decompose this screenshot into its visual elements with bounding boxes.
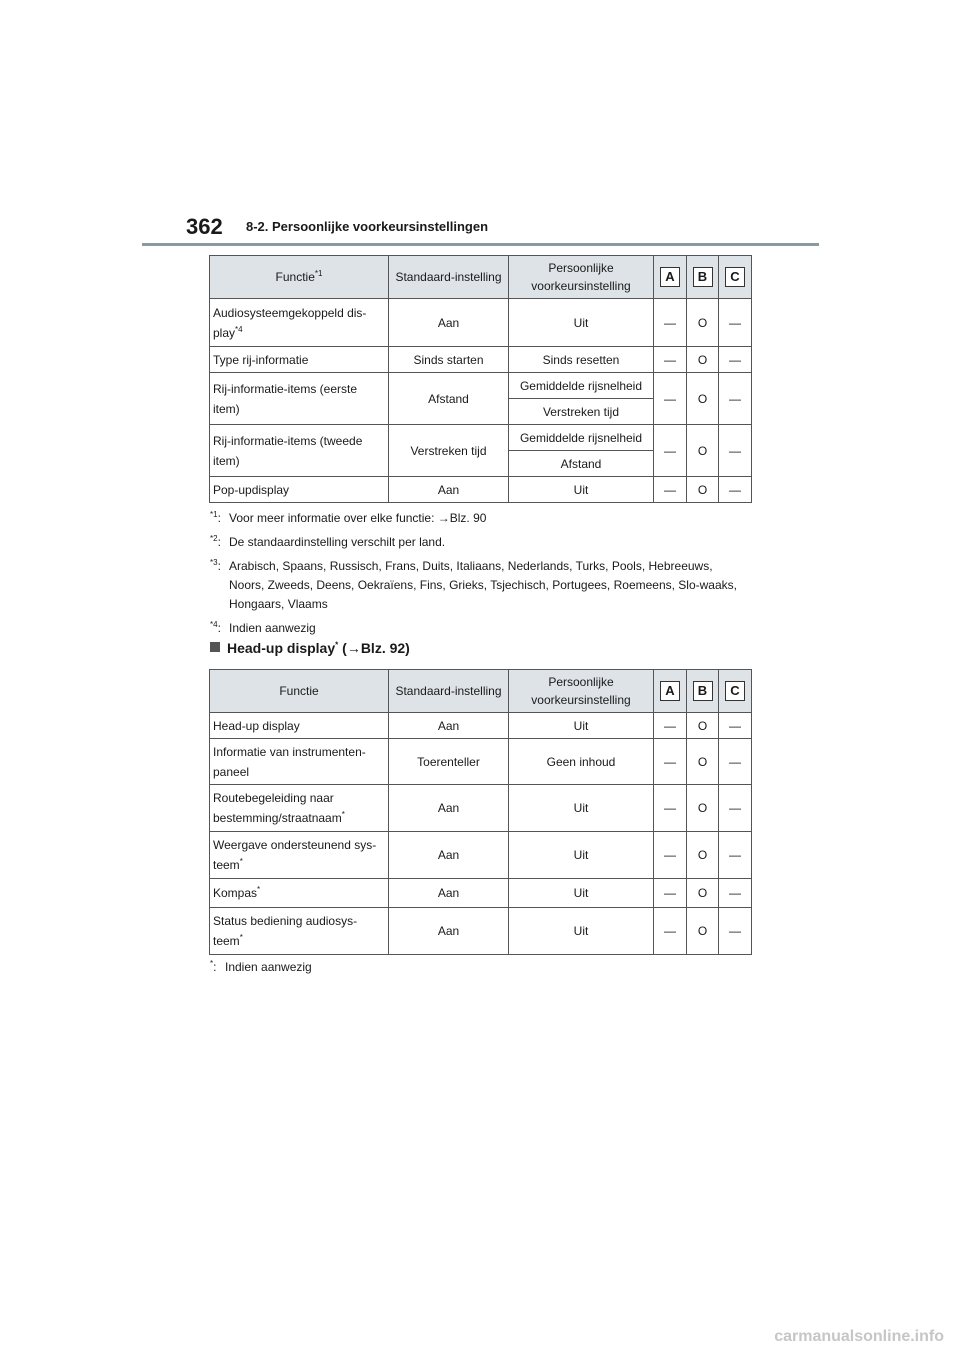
footnotes-2	[210, 958, 750, 982]
cell-function: Audiosysteemgekoppeld dis-play$^{*4}$	[210, 299, 389, 347]
table-row	[210, 785, 752, 832]
cell-personal: Uit	[509, 908, 654, 955]
cell-standard: Aan	[389, 908, 509, 955]
cell-a: —	[654, 785, 687, 832]
cell-personal: Uit	[509, 477, 654, 503]
header-b	[687, 670, 719, 713]
header-personal: Persoonlijke voorkeursinstelling	[509, 670, 654, 713]
table-row	[210, 713, 752, 739]
table-row	[210, 739, 752, 785]
hud-section-heading: Head-up display* (→Blz. 92)	[210, 640, 410, 656]
footnote: $^{*2}$: De standaardinstelling verschilt per land.	[210, 534, 446, 549]
cell-a: —	[654, 347, 687, 373]
settings-table-2	[209, 669, 752, 955]
table-row	[210, 347, 752, 373]
footnote: $^{*1}$: Voor meer informatie over elke functie: →Blz. 90	[210, 510, 487, 525]
cell-personal: Geen inhoud	[509, 739, 654, 785]
header-c	[719, 670, 752, 713]
footnote-ref: *1	[314, 269, 323, 278]
header-personal: Persoonlijke voorkeursinstelling	[509, 256, 654, 299]
cell-standard: Aan	[389, 785, 509, 832]
cell-b: O	[687, 713, 719, 739]
header-b	[687, 256, 719, 299]
footnote: $^{*4}$: Indien aanwezig	[210, 620, 316, 635]
cell-standard: Aan	[389, 832, 509, 879]
cell-c: —	[719, 713, 752, 739]
cell-standard: Toerenteller	[389, 739, 509, 785]
cell-a: —	[654, 713, 687, 739]
cell-standard: Aan	[389, 477, 509, 503]
cell-personal: Uit	[509, 832, 654, 879]
table-row	[210, 373, 752, 399]
cell-b: O	[687, 425, 719, 477]
table-row	[210, 879, 752, 908]
cell-function: Type rij-informatie	[210, 347, 389, 373]
cell-function: Informatie van instrumenten-paneel	[210, 739, 389, 785]
cell-c: —	[719, 832, 752, 879]
cell-function: Routebegeleiding naar bestemming/straatnaam*	[210, 785, 389, 832]
cell-c: —	[719, 373, 752, 425]
cell-c: —	[719, 477, 752, 503]
cell-b: O	[687, 739, 719, 785]
cell-b: O	[687, 477, 719, 503]
table-row	[210, 832, 752, 879]
cell-b: O	[687, 373, 719, 425]
page-reference: (→Blz. 92)	[342, 640, 410, 656]
cell-function: Weergave ondersteunend sys-teem*	[210, 832, 389, 879]
cell-b: O	[687, 347, 719, 373]
b-box: B	[693, 267, 713, 287]
cell-standard: Aan	[389, 299, 509, 347]
table-row	[210, 299, 752, 347]
page-number: 362	[186, 214, 223, 239]
cell-c: —	[719, 879, 752, 908]
cell-b: O	[687, 785, 719, 832]
cell-c: —	[719, 299, 752, 347]
cell-b: O	[687, 908, 719, 955]
footnote: $^{*3}$: Arabisch, Spaans, Russisch, Frans, Duits, Italiaans, Nederlands, Turks, Pools, Hebreeuws, Noors, Zweeds, Deens, Oekraïens, Fins, Grieks, Tsjechisch, Portugees, Roemeens, Slo-waaks, Hongaars, Vlaams	[210, 558, 737, 611]
footnote: *: Indien aanwezig	[210, 959, 312, 974]
cell-b: O	[687, 299, 719, 347]
footnotes-1	[210, 509, 750, 643]
square-bullet-icon	[210, 642, 220, 652]
header-standard: Standaard-instelling	[389, 256, 509, 299]
cell-personal: Sinds resetten	[509, 347, 654, 373]
cell-a: —	[654, 908, 687, 955]
b-box: B	[693, 681, 713, 701]
header-a	[654, 256, 687, 299]
cell-c: —	[719, 347, 752, 373]
cell-function: Rij-informatie-items (tweede item)	[210, 425, 389, 477]
cell-personal: Gemiddelde rijsnelheid	[509, 373, 654, 399]
cell-a: —	[654, 477, 687, 503]
cell-c: —	[719, 785, 752, 832]
settings-table-1	[209, 255, 752, 503]
cell-function: Head-up display	[210, 713, 389, 739]
table-row	[210, 477, 752, 503]
cell-personal: Verstreken tijd	[509, 399, 654, 425]
cell-b: O	[687, 832, 719, 879]
cell-function: Status bediening audiosys-teem*	[210, 908, 389, 955]
cell-a: —	[654, 879, 687, 908]
cell-c: —	[719, 739, 752, 785]
a-box: A	[660, 267, 680, 287]
cell-personal: Gemiddelde rijsnelheid	[509, 425, 654, 451]
table-row	[210, 908, 752, 955]
cell-a: —	[654, 832, 687, 879]
cell-a: —	[654, 373, 687, 425]
cell-personal: Afstand	[509, 451, 654, 477]
cell-standard: Aan	[389, 879, 509, 908]
a-box: A	[660, 681, 680, 701]
watermark: carmanualsonline.info	[774, 1328, 944, 1345]
header-function: Functie$^{*1}$	[210, 256, 389, 299]
cell-a: —	[654, 299, 687, 347]
cell-personal: Uit	[509, 879, 654, 908]
cell-personal: Uit	[509, 713, 654, 739]
cell-standard: Aan	[389, 713, 509, 739]
cell-c: —	[719, 908, 752, 955]
cell-a: —	[654, 739, 687, 785]
cell-a: —	[654, 425, 687, 477]
c-box: C	[725, 267, 745, 287]
cell-personal: Uit	[509, 299, 654, 347]
c-box: C	[725, 681, 745, 701]
header-function: Functie	[210, 670, 389, 713]
header-standard: Standaard-instelling	[389, 670, 509, 713]
cell-b: O	[687, 879, 719, 908]
cell-standard: Afstand	[389, 373, 509, 425]
cell-function: Kompas*	[210, 879, 389, 908]
header-c	[719, 256, 752, 299]
cell-function: Rij-informatie-items (eerste item)	[210, 373, 389, 425]
header-a	[654, 670, 687, 713]
cell-function: Pop-updisplay	[210, 477, 389, 503]
cell-standard: Verstreken tijd	[389, 425, 509, 477]
table-row	[210, 425, 752, 451]
cell-c: —	[719, 425, 752, 477]
header-rule	[142, 243, 819, 246]
section-title: 8-2. Persoonlijke voorkeursinstellingen	[246, 219, 489, 234]
cell-personal: Uit	[509, 785, 654, 832]
cell-standard: Sinds starten	[389, 347, 509, 373]
